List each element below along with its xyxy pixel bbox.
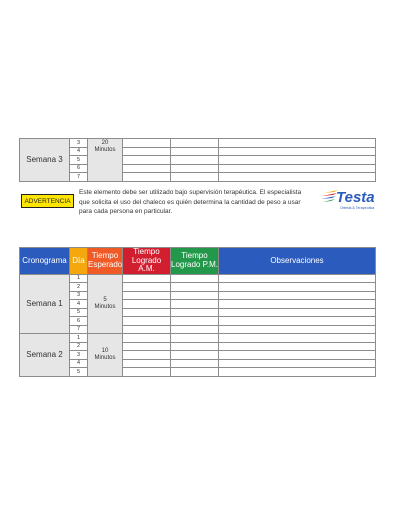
table-row (20, 317, 376, 326)
notes-cell[interactable] (219, 334, 376, 343)
expected-time-cell (88, 274, 123, 334)
day-cell: 1 (70, 334, 88, 343)
table-row (20, 359, 376, 368)
notes-cell[interactable] (219, 274, 376, 283)
notes-cell[interactable] (219, 317, 376, 326)
header-row (20, 248, 376, 275)
pm-cell[interactable] (171, 283, 219, 292)
pm-cell[interactable] (171, 139, 219, 148)
am-cell[interactable] (123, 308, 171, 317)
header-observaciones: Observaciones (219, 248, 376, 275)
day-cell: 7 (70, 325, 88, 334)
day-cell: 7 (70, 173, 88, 182)
am-cell[interactable] (123, 317, 171, 326)
time-value: 10 (101, 347, 109, 354)
day-cell: 4 (70, 147, 88, 156)
day-cell: 2 (70, 342, 88, 351)
header-line: Tiempo (91, 251, 119, 261)
table-row (20, 351, 376, 360)
pm-cell[interactable] (171, 317, 219, 326)
notes-cell[interactable] (219, 359, 376, 368)
day-cell: 4 (70, 359, 88, 368)
notes-cell[interactable] (219, 147, 376, 156)
am-cell[interactable] (123, 173, 171, 182)
pm-cell[interactable] (171, 334, 219, 343)
notes-cell[interactable] (219, 300, 376, 309)
table-row (20, 164, 376, 173)
notes-cell[interactable] (219, 342, 376, 351)
am-cell[interactable] (123, 283, 171, 292)
header-line: Logrado A.M. (131, 255, 162, 273)
notes-cell[interactable] (219, 308, 376, 317)
pm-cell[interactable] (171, 359, 219, 368)
notes-cell[interactable] (219, 139, 376, 148)
pm-cell[interactable] (171, 291, 219, 300)
pm-cell[interactable] (171, 164, 219, 173)
am-cell[interactable] (123, 164, 171, 173)
pm-cell[interactable] (171, 325, 219, 334)
header-line: Logrado P.M. (171, 259, 218, 269)
day-cell: 5 (70, 368, 88, 377)
header-line: Tiempo (133, 247, 160, 256)
notes-cell[interactable] (219, 351, 376, 360)
table-row (20, 325, 376, 334)
time-unit: Minutos (94, 303, 116, 310)
table-row (20, 283, 376, 292)
week-label: Semana 1 (20, 274, 70, 334)
table-row (20, 368, 376, 377)
warning-badge: ADVERTENCIA (21, 194, 74, 208)
am-cell[interactable] (123, 351, 171, 360)
table-row (20, 334, 376, 343)
pm-cell[interactable] (171, 173, 219, 182)
header-cronograma: Cronograma (20, 248, 70, 275)
time-value: 5 (103, 296, 107, 303)
table-row (20, 139, 376, 148)
pm-cell[interactable] (171, 368, 219, 377)
pm-cell[interactable] (171, 342, 219, 351)
expected-time-cell (88, 334, 123, 377)
previous-schedule-table (19, 138, 376, 182)
table-row (20, 274, 376, 283)
day-cell: 6 (70, 317, 88, 326)
time-unit: Minutos (94, 354, 116, 361)
testa-logo (318, 184, 380, 212)
week-label: Semana 2 (20, 334, 70, 377)
day-cell: 5 (70, 308, 88, 317)
notes-cell[interactable] (219, 173, 376, 182)
am-cell[interactable] (123, 334, 171, 343)
am-cell[interactable] (123, 368, 171, 377)
am-cell[interactable] (123, 300, 171, 309)
day-cell: 1 (70, 274, 88, 283)
time-value: 20 (101, 140, 109, 146)
header-tiempo-pm (171, 248, 219, 275)
schedule-table (19, 247, 376, 377)
table-row (20, 291, 376, 300)
notes-cell[interactable] (219, 164, 376, 173)
am-cell[interactable] (123, 325, 171, 334)
day-cell: 3 (70, 139, 88, 148)
am-cell[interactable] (123, 156, 171, 165)
am-cell[interactable] (123, 139, 171, 148)
am-cell[interactable] (123, 342, 171, 351)
table-row (20, 308, 376, 317)
table-row (20, 300, 376, 309)
notes-cell[interactable] (219, 283, 376, 292)
table-row (20, 147, 376, 156)
am-cell[interactable] (123, 274, 171, 283)
header-line: Esperado (88, 259, 123, 269)
header-dia: Día (70, 248, 88, 275)
pm-cell[interactable] (171, 300, 219, 309)
table-row (20, 156, 376, 165)
am-cell[interactable] (123, 291, 171, 300)
logo-tagline: Ortesis & Terapéutica (340, 206, 375, 210)
notes-cell[interactable] (219, 368, 376, 377)
table-row (20, 173, 376, 182)
day-cell: 5 (70, 156, 88, 165)
pm-cell[interactable] (171, 308, 219, 317)
am-cell[interactable] (123, 359, 171, 368)
pm-cell[interactable] (171, 156, 219, 165)
pm-cell[interactable] (171, 274, 219, 283)
day-cell: 3 (70, 291, 88, 300)
pm-cell[interactable] (171, 147, 219, 156)
warning-text: Este elemento debe ser utilizado bajo supervisión terapéutica. El especialista que solicita el uso del chaleco es quién determina la cantidad de peso a usar para cada persona en particular. (79, 189, 302, 215)
time-unit: Minutos (94, 147, 116, 153)
header-tiempo-esperado (88, 248, 123, 275)
day-cell: 4 (70, 300, 88, 309)
pm-cell[interactable] (171, 351, 219, 360)
day-cell: 6 (70, 164, 88, 173)
am-cell[interactable] (123, 147, 171, 156)
notes-cell[interactable] (219, 325, 376, 334)
day-cell: 2 (70, 283, 88, 292)
table-row (20, 342, 376, 351)
day-cell: 3 (70, 351, 88, 360)
notes-cell[interactable] (219, 156, 376, 165)
week-label: Semana 3 (20, 139, 70, 182)
header-line: Tiempo (181, 251, 208, 261)
header-tiempo-am (123, 248, 171, 275)
expected-time-cell (88, 139, 123, 182)
notes-cell[interactable] (219, 291, 376, 300)
logo-name: Testa (336, 189, 375, 206)
